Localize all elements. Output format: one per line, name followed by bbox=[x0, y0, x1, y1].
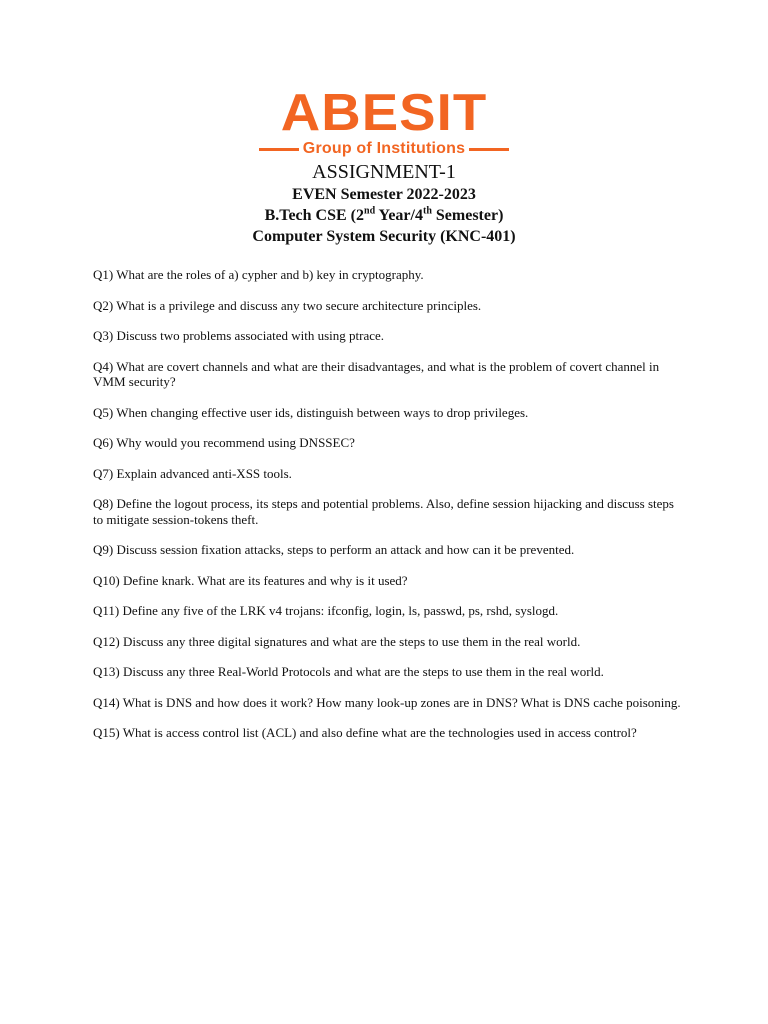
question-item: Q7) Explain advanced anti-XSS tools. bbox=[93, 465, 292, 481]
course-ordinal-1: nd bbox=[364, 205, 376, 217]
question-list bbox=[93, 267, 683, 756]
assignment-title: ASSIGNMENT-1 bbox=[312, 161, 456, 183]
logo-tagline-row bbox=[0, 139, 768, 159]
logo-rule-left bbox=[259, 148, 299, 151]
logo-rule-right bbox=[469, 148, 509, 151]
course-mid: Year/4 bbox=[375, 207, 423, 224]
question-item: Q14) What is DNS and how does it work? How many look-up zones are in DNS? What is DNS cache poisoning. bbox=[93, 694, 681, 710]
logo-tagline: Group of Institutions bbox=[302, 140, 466, 157]
logo-wordmark: ABESIT bbox=[280, 84, 488, 142]
institution-logo bbox=[0, 86, 768, 159]
question-item: Q11) Define any five of the LRK v4 trojans: ifconfig, login, ls, passwd, ps, rshd, syslogd. bbox=[93, 603, 559, 618]
question-item: Q10) Define knark. What are its features and why is it used? bbox=[93, 572, 408, 588]
question-item: Q2) What is a privilege and discuss any two secure architecture principles. bbox=[93, 297, 482, 313]
question-item: Q12) Discuss any three digital signatures and what are the steps to use them in the real world. bbox=[93, 633, 581, 649]
course-suffix: Semester) bbox=[431, 207, 504, 224]
subject-line: Computer System Security (KNC-401) bbox=[252, 228, 516, 245]
question-item: Q1) What are the roles of a) cypher and b) key in cryptography. bbox=[93, 267, 424, 282]
question-item: Q8) Define the logout process, its steps and potential problems. Also, define session hijacking and discuss steps to mitigate session-tokens theft. bbox=[93, 496, 674, 527]
question-item: Q3) Discuss two problems associated with using ptrace. bbox=[93, 328, 385, 343]
question-item: Q5) When changing effective user ids, distinguish between ways to drop privileges. bbox=[93, 404, 529, 420]
question-item: Q15) What is access control list (ACL) and also define what are the technologies used in access control? bbox=[93, 725, 637, 740]
question-item: Q9) Discuss session fixation attacks, steps to perform an attack and how can it be prevented. bbox=[93, 542, 575, 557]
course-ordinal-2: th bbox=[422, 205, 432, 217]
question-item: Q6) Why would you recommend using DNSSEC? bbox=[93, 435, 355, 450]
semester-line: EVEN Semester 2022-2023 bbox=[292, 186, 476, 203]
course-line bbox=[0, 205, 768, 226]
question-item: Q13) Discuss any three Real-World Protocols and what are the steps to use them in the real world. bbox=[93, 664, 604, 679]
document-heading bbox=[0, 160, 768, 247]
question-item: Q4) What are covert channels and what are their disadvantages, and what is the problem of covert channel in VMM security? bbox=[93, 358, 660, 389]
course-prefix: B.Tech CSE (2 bbox=[264, 207, 365, 224]
